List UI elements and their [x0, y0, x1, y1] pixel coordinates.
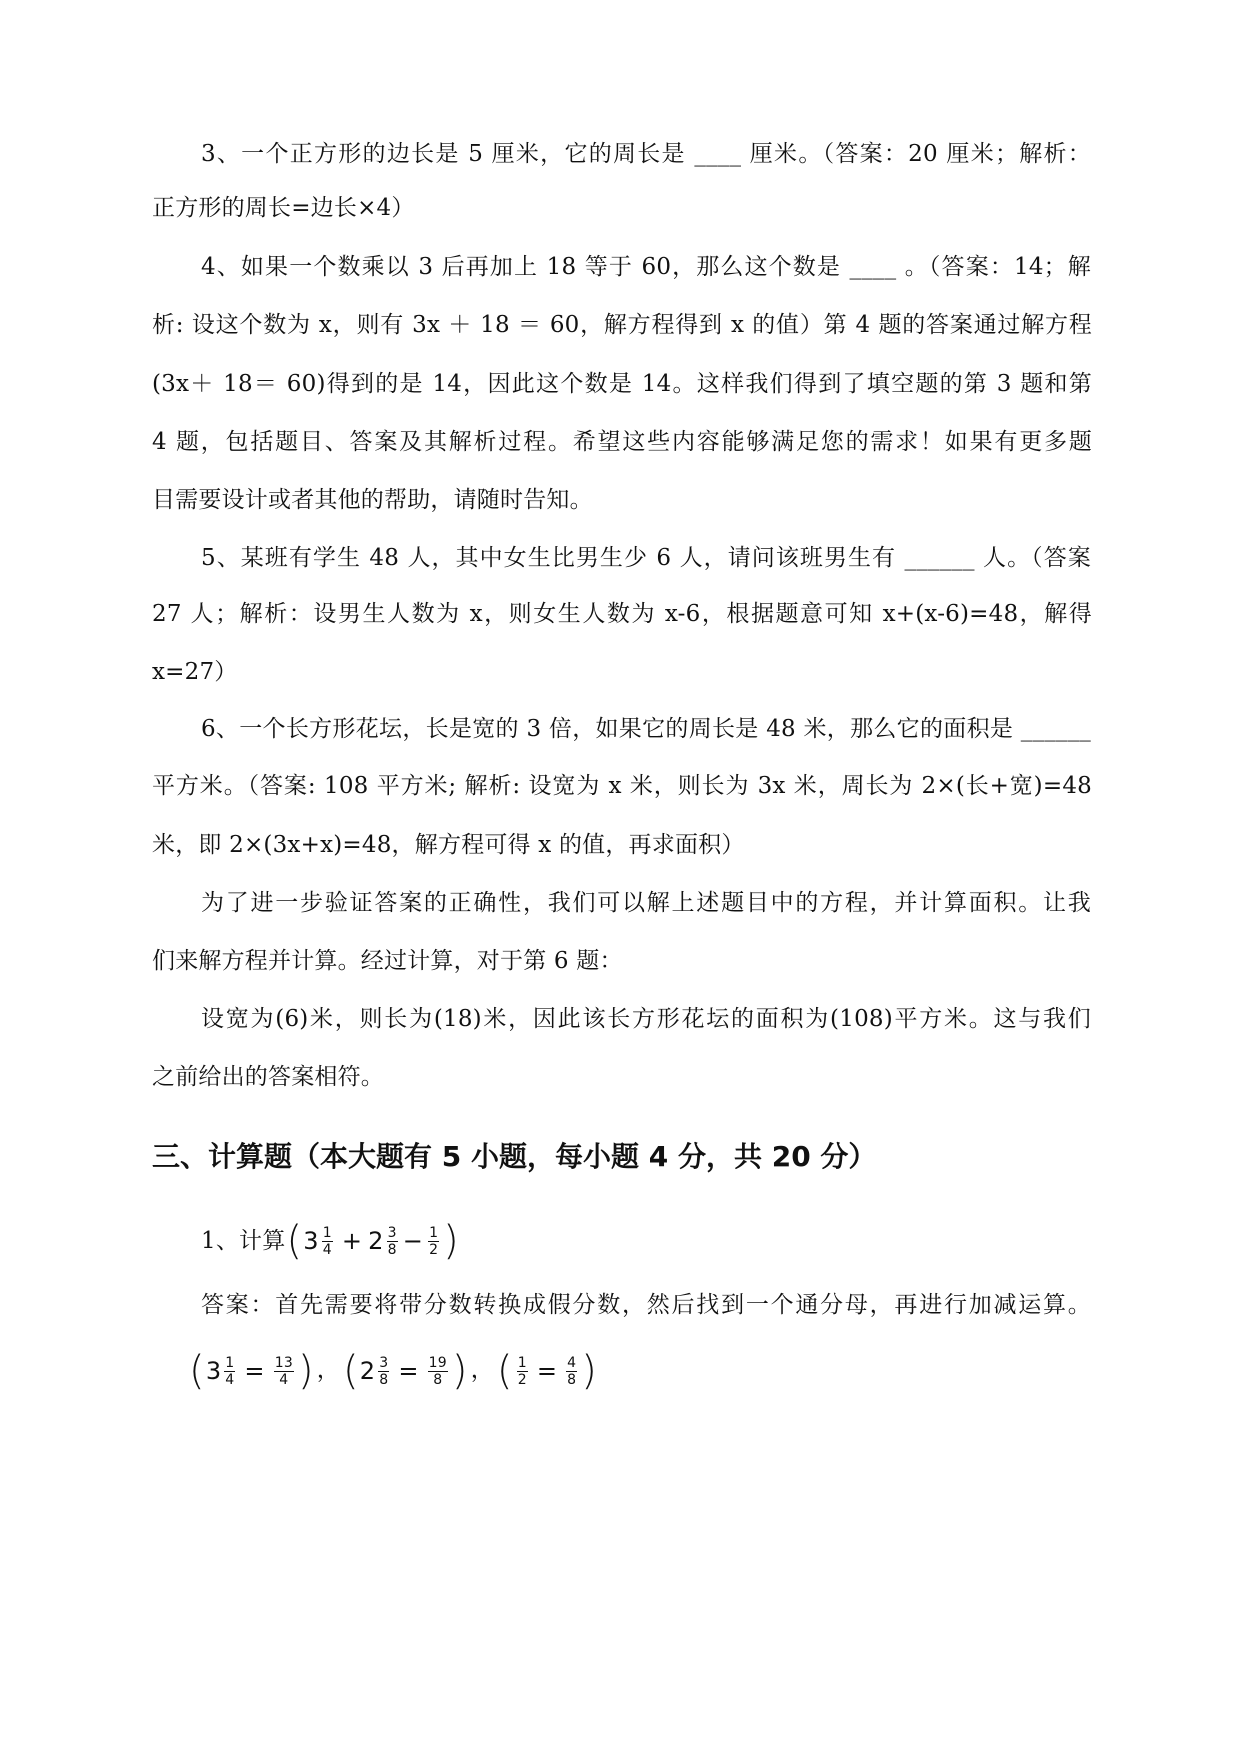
text-line-q6-cont1: 平方米。（答案: 108 平方米; 解析: 设宽为 x 米，则长为 3x 米，周长为 2×(长+宽)=48	[152, 773, 1092, 799]
numerator: 4	[567, 1354, 577, 1371]
equals-sign: =	[244, 1357, 265, 1385]
numerator: 19	[428, 1354, 447, 1371]
mixed-whole: 2	[368, 1227, 384, 1255]
calc-question-1	[201, 1218, 1091, 1262]
fraction	[224, 1355, 235, 1388]
fraction	[274, 1355, 294, 1388]
denominator: 8	[379, 1371, 389, 1388]
text-line-q3-cont: 正方形的周长=边长×4）	[152, 195, 415, 221]
fraction	[378, 1355, 389, 1388]
equals-sign: =	[398, 1357, 419, 1385]
text-line-q5: 5、某班有学生 48 人，其中女生比男生少 6 人，请问该班男生有 ______ 人。（答案	[201, 545, 1091, 571]
fraction	[517, 1355, 528, 1388]
plus-operator: +	[341, 1227, 363, 1255]
conversion-1	[188, 1345, 315, 1397]
text-line-q4: 4、如果一个数乘以 3 后再加上 18 等于 60，那么这个数是 ____ 。（答案：14；解	[201, 254, 1091, 280]
denominator: 8	[387, 1241, 397, 1258]
fraction	[428, 1225, 439, 1258]
conversion-3	[496, 1345, 598, 1397]
denominator: 4	[322, 1241, 332, 1258]
text-line-verify-cont: 们来解方程并计算。经过计算，对于第 6 题：	[152, 948, 623, 974]
comma: ，	[470, 1357, 494, 1383]
text-line-q4-cont3: 4 题，包括题目、答案及其解析过程。希望这些内容能够满足您的需求！如果有更多题	[152, 429, 1092, 455]
numerator: 3	[387, 1224, 397, 1241]
text-line-q4-cont4: 目需要设计或者其他的帮助，请随时告知。	[152, 487, 593, 513]
fraction	[566, 1355, 577, 1388]
right-paren: )	[297, 1348, 314, 1394]
denominator: 2	[517, 1371, 527, 1388]
text-line-result-cont: 之前给出的答案相符。	[152, 1064, 384, 1090]
text-line-q3: 3、一个正方形的边长是 5 厘米，它的周长是 ____ 厘米。（答案：20 厘米；解析：	[201, 141, 1091, 167]
text-line-verify: 为了进一步验证答案的正确性，我们可以解上述题目中的方程，并计算面积。让我	[201, 890, 1091, 916]
text-line-q5-cont1: 27 人；解析：设男生人数为 x，则女生人数为 x-6，根据题意可知 x+(x-6)=48，解得	[152, 601, 1092, 627]
calc-expression	[285, 1219, 460, 1263]
numerator: 13	[274, 1354, 293, 1371]
text-line-q6-cont2: 米，即 2×(3x+x)=48，解方程可得 x 的值，再求面积）	[152, 832, 745, 858]
numerator: 1	[225, 1354, 235, 1371]
numerator: 1	[517, 1354, 527, 1371]
text-line-q4-cont2: (3x＋ 18＝ 60)得到的是 14，因此这个数是 14。这样我们得到了填空题的第 3 题和第	[152, 371, 1092, 397]
right-paren: )	[443, 1218, 459, 1264]
numerator: 1	[322, 1224, 332, 1241]
numerator: 3	[379, 1354, 389, 1371]
left-paren: (	[342, 1348, 359, 1394]
section-heading: 三、计算题（本大题有 5 小题，每小题 4 分，共 20 分）	[152, 1140, 877, 1173]
left-paren: (	[496, 1348, 513, 1394]
conversion-line	[188, 1344, 1128, 1396]
denominator: 2	[429, 1241, 439, 1258]
mixed-whole: 3	[303, 1227, 319, 1255]
mixed-whole: 3	[205, 1357, 222, 1385]
numerator: 1	[429, 1224, 439, 1241]
fraction	[428, 1355, 448, 1388]
calc-answer-text: 答案：首先需要将带分数转换成假分数，然后找到一个通分母，再进行加减运算。	[201, 1292, 1091, 1318]
left-paren: (	[286, 1218, 303, 1264]
denominator: 4	[279, 1371, 289, 1388]
conversion-2	[342, 1345, 469, 1397]
text-line-q6: 6、一个长方形花坛，长是宽的 3 倍，如果它的周长是 48 米，那么它的面积是 ______	[201, 716, 1091, 742]
denominator: 4	[225, 1371, 235, 1388]
text-line-result: 设宽为(6)米，则长为(18)米，因此该长方形花坛的面积为(108)平方米。这与我们	[201, 1006, 1091, 1032]
left-paren: (	[189, 1348, 205, 1394]
right-paren: )	[581, 1348, 598, 1394]
text-line-q4-cont1: 析: 设这个数为 x，则有 3x ＋ 18 ＝ 60，解方程得到 x 的值）第 4 题的答案通过解方程	[152, 312, 1092, 338]
fraction	[387, 1225, 398, 1258]
equals-sign: =	[536, 1357, 558, 1385]
comma: ，	[316, 1357, 340, 1383]
text-line-q5-cont2: x=27）	[152, 659, 238, 685]
mixed-whole: 2	[359, 1357, 376, 1385]
calc-question-label: 1、计算	[201, 1228, 286, 1254]
denominator: 8	[567, 1371, 577, 1388]
minus-operator: −	[402, 1227, 424, 1255]
denominator: 8	[433, 1371, 443, 1388]
right-paren: )	[451, 1348, 468, 1394]
fraction	[322, 1225, 333, 1258]
